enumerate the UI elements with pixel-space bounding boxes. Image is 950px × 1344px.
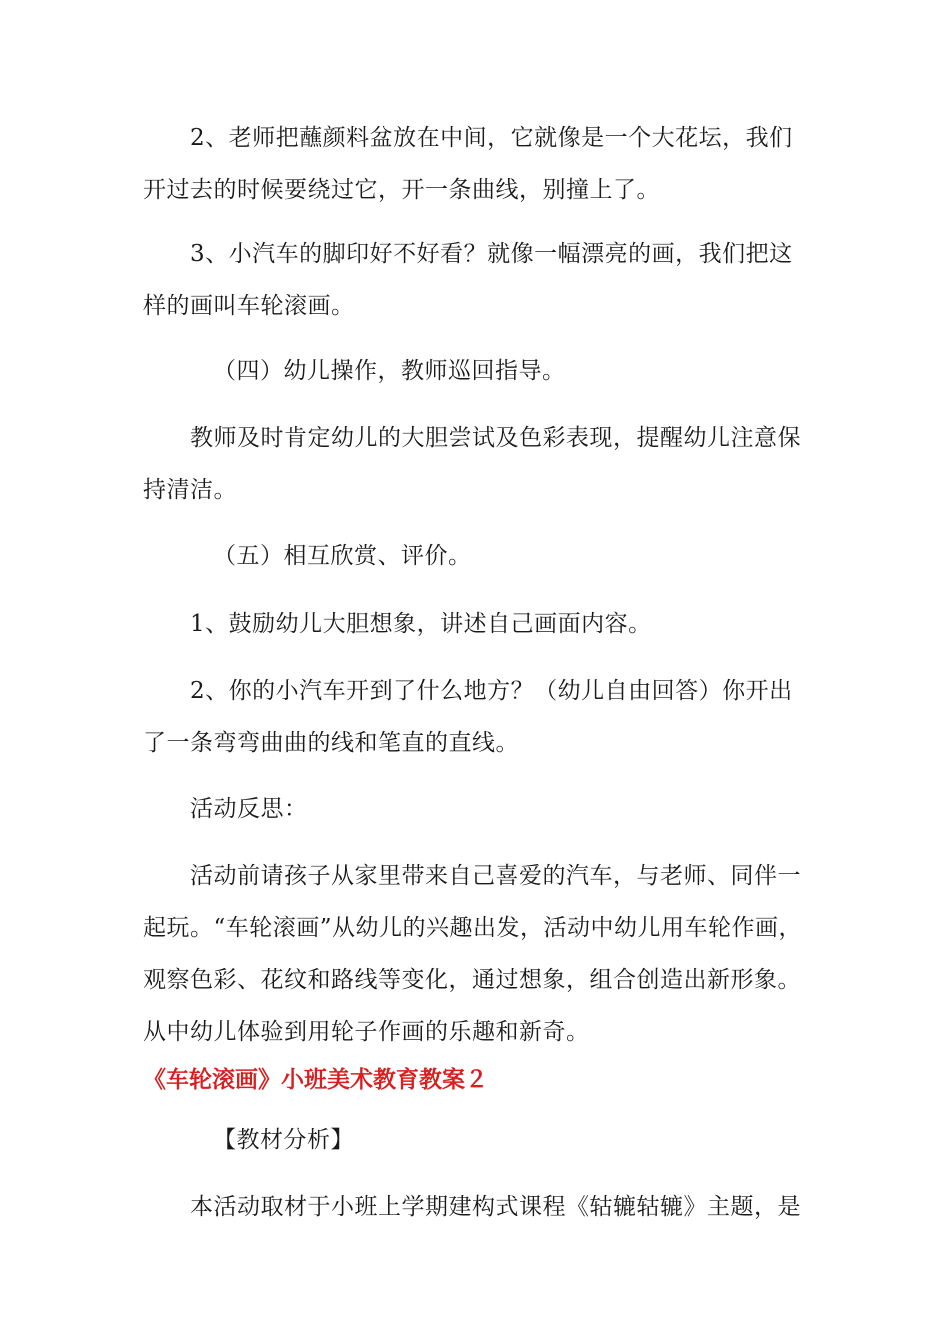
section-heading-4: （四）幼儿操作，教师巡回指导。 [213, 358, 566, 384]
paragraph-encourage: 1、鼓励幼儿大胆想象，讲述自己画面内容。 [190, 611, 652, 637]
paragraph-step-3: 3、小汽车的脚印好不好看？就像一幅漂亮的画，我们把这样的画叫车轮滚画。 [143, 241, 793, 319]
paragraph-reflection: 活动前请孩子从家里带来自己喜爱的汽车，与老师、同伴一起玩。“车轮滚画”从幼儿的兴趣出发，活动中幼儿用车轮作画，观察色彩、花纹和路线等变化，通过想象，组合创造出新形象。从中幼儿体验到用轮子作画的乐趣和新奇。 [143, 863, 803, 1045]
paragraph-step-2: 2、老师把蘸颜料盆放在中间，它就像是一个大花坛，我们开过去的时候要绕过它，开一条曲线，别撞上了。 [143, 125, 793, 203]
section-title: 《车轮滚画》小班美术教育教案２ [143, 1067, 488, 1093]
paragraph-question: 2、你的小汽车开到了什么地方？（幼儿自由回答）你开出了一条弯弯曲曲的线和笔直的直线。 [143, 678, 793, 756]
paragraph-teacher-guidance: 教师及时肯定幼儿的大胆尝试及色彩表现，提醒幼儿注意保持清洁。 [143, 425, 801, 503]
material-analysis-heading: 【教材分析】 [213, 1127, 354, 1153]
reflection-heading: 活动反思： [190, 796, 308, 822]
paragraph-material-analysis: 本活动取材于小班上学期建构式课程《轱辘轱辘》主题，是 [190, 1194, 801, 1220]
section-heading-5: （五）相互欣赏、评价。 [213, 543, 472, 569]
